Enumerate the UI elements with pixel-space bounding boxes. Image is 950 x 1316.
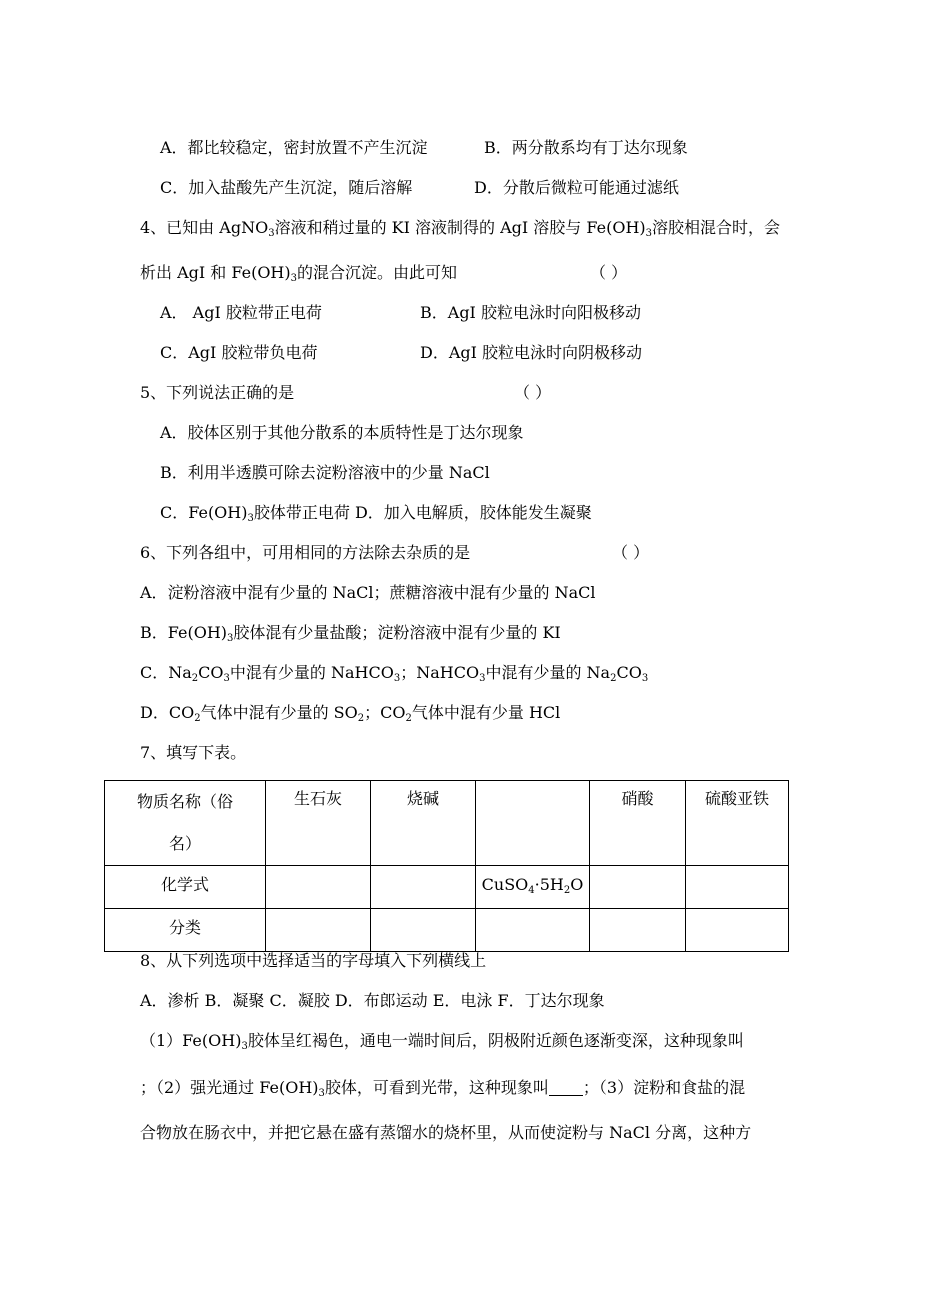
q8-stem: 8、从下列选项中选择适当的字母填入下列横线上	[140, 951, 487, 970]
q5-option-b: B．利用半透膜可除去淀粉溶液中的少量 NaCl	[160, 463, 490, 482]
q6-option-d: D．$CO_2$气体中混有少量的 $SO_2$；$CO_2$气体中混有少量 HCl	[140, 703, 561, 724]
q4-option-d: D．AgI 胶粒电泳时向阴极移动	[420, 343, 643, 362]
q8-part2: ；（2）强光通过 $Fe(OH)_3$胶体，可看到光带，这种现象叫 ；（3）淀粉和食盐的混	[140, 1078, 746, 1099]
q3-option-d: D．分散后微粒可能通过滤纸	[474, 178, 679, 197]
q8-part1: $(1)Fe(OH)_3$胶体呈红褐色，通电一端时间后，阴极附近颜色逐渐变深，这种现象叫	[140, 1031, 744, 1052]
q5-option-a: A．胶体区别于其他分散系的本质特性是丁达尔现象	[160, 423, 524, 442]
q5-stem: 5、下列说法正确的是	[140, 383, 295, 402]
q5-answer-paren: （ ）	[514, 383, 552, 402]
table-cell: 硝酸	[590, 781, 686, 866]
q6-option-c: C．$Na_2CO_3$中混有少量的 NaHCO$_3$；NaHCO$_3$中混有少量的 $Na_2CO_3$	[140, 663, 649, 684]
table-cell	[590, 866, 686, 909]
q8-part3: 合物放在肠衣中，并把它悬在盛有蒸馏水的烧杯里，从而使淀粉与 NaCl 分离，这种方	[140, 1123, 752, 1142]
table-cell	[686, 909, 789, 952]
table-header-category: 分类	[105, 909, 266, 952]
q6-answer-paren: （ ）	[612, 543, 650, 562]
q6-option-b: B．$Fe(OH)_3$胶体混有少量盐酸；淀粉溶液中混有少量的 KI	[140, 623, 561, 644]
table-cell: 硫酸亚铁	[686, 781, 789, 866]
q3-option-a: A．都比较稳定，密封放置不产生沉淀	[160, 138, 428, 157]
table-cell: 生石灰	[266, 781, 371, 866]
table-cell	[371, 909, 476, 952]
q7-stem: 7、填写下表。	[140, 743, 247, 762]
q3-option-c: C．加入盐酸先产生沉淀，随后溶解	[160, 178, 413, 197]
table-cell	[476, 909, 590, 952]
table-cell	[590, 909, 686, 952]
q3-option-b: B．两分散系均有丁达尔现象	[484, 138, 688, 157]
q4-option-c: C．AgI 胶粒带负电荷	[160, 343, 318, 362]
q4-stem-line2: 析出 AgI 和 $Fe(OH)_3$的混合沉淀。由此可知	[140, 263, 458, 284]
table-cell	[476, 781, 590, 866]
table-header-formula: 化学式	[105, 866, 266, 909]
table-cell	[371, 866, 476, 909]
q6-option-a: A．淀粉溶液中混有少量的 NaCl；蔗糖溶液中混有少量的 NaCl	[140, 583, 596, 602]
substance-table	[104, 780, 789, 952]
table-header-name: 物质名称（俗名）	[105, 781, 266, 866]
q4-answer-paren: （ ）	[590, 263, 628, 282]
table-row	[105, 909, 789, 952]
table-row	[105, 781, 789, 866]
table-cell	[266, 866, 371, 909]
table-cell	[686, 866, 789, 909]
table-cell-formula: $CuSO_4\cdot 5H_2O$	[476, 866, 590, 909]
q4-option-b: B．AgI 胶粒电泳时向阳极移动	[420, 303, 641, 322]
q5-option-c-d: C．$Fe(OH)_3$胶体带正电荷 D．加入电解质，胶体能发生凝聚	[160, 503, 592, 524]
table-cell	[266, 909, 371, 952]
q8-options: A．渗析 B．凝聚 C．凝胶 D．布郎运动 E．电泳 F．丁达尔现象	[140, 991, 605, 1010]
answer-blank[interactable]	[549, 1079, 583, 1096]
q6-stem: 6、下列各组中，可用相同的方法除去杂质的是	[140, 543, 471, 562]
table-row	[105, 866, 789, 909]
q4-option-a: A． AgI 胶粒带正电荷	[160, 303, 322, 322]
table-cell: 烧碱	[371, 781, 476, 866]
q4-stem-line1: 4、已知由 AgNO$_3$溶液和稍过量的 KI 溶液制得的 AgI 溶胶与 $Fe(OH)_3$溶胶相混合时，会	[140, 218, 781, 239]
